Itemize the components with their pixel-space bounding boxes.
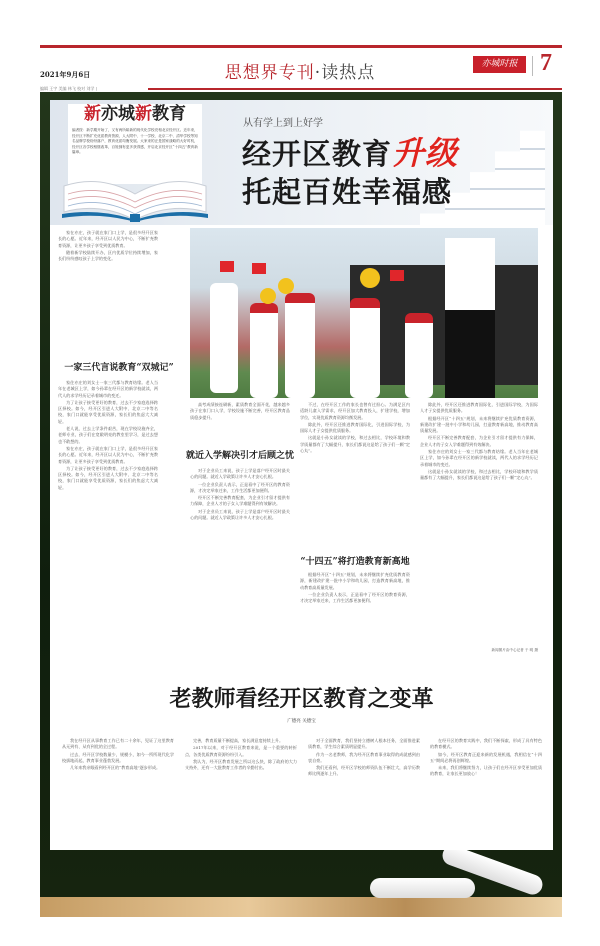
paragraph: 家住亦庄的刘女士一家三代都与教育结缘。老人当年在老城区上学，如今孙辈在经开区的新学校就读，两代人的求学经历记录着城市的变迁。 xyxy=(58,380,158,398)
column-name xyxy=(70,104,200,124)
sun-prop-icon xyxy=(278,278,294,294)
paragraph: 老人说，过去上学条件艰苦，现在学校设施齐全，老师专业，孩子们在宽敞明亮的教室里学习，是过去想也不敢想的。 xyxy=(58,426,158,444)
section-title xyxy=(190,58,410,83)
child-figure xyxy=(405,313,433,398)
paragraph: 这就是小孙女就读的学校，和过去相比，学校环境和教学质量都有了大幅提升，家长们都说这是给了孩子们一颗“定心丸”。 xyxy=(300,435,410,454)
paragraph: 2017年以来，对于经开区教育来说，是一个重要的转折点，各类优质教育资源纷纷引入。 xyxy=(185,745,297,757)
header-top-rule xyxy=(40,45,562,48)
paragraph: 除此外，经开区还推进教育国际化，引进国际学校，为国际人才子女提供优质服务。 xyxy=(300,421,410,434)
column-name-part: 新 xyxy=(84,104,101,124)
divider xyxy=(532,56,533,76)
article-column xyxy=(185,738,297,843)
chalk-tray xyxy=(40,897,562,917)
page-number: 7 xyxy=(540,50,552,76)
headline-line1: 经开区教育 xyxy=(242,137,393,171)
article-column xyxy=(300,572,410,660)
news-photo xyxy=(190,228,538,398)
paragraph: 一位企业负责人表示，正是看中了经开区的教育资源，才决定举家迁来，工作生活都更加便利。 xyxy=(190,481,290,493)
paragraph: 不过，在经开区工作的家长也曾有过担心。为满足区内适龄儿童入学需求，经开区加大教育投入，扩建学校，增加学位，实现优质教育资源均衡发展。 xyxy=(300,402,410,420)
byline: 广德亮 关德宝 xyxy=(287,719,316,724)
paragraph: 我在经开区从事教育工作已有二十余年，见证了这里教育从无到有、从有到优的全过程。 xyxy=(62,738,174,750)
article-column xyxy=(58,230,158,350)
headline-highlight: 升级 xyxy=(392,134,459,172)
paragraph: 除此外，经开区还推进教育国际化，引进国际学校，为国际人才子女提供优质服务。 xyxy=(420,402,538,414)
teacher-figure xyxy=(445,238,495,398)
photo-credit: 新闻图片由中心记者 于 明 摄 xyxy=(491,648,538,652)
article-column xyxy=(190,468,290,660)
flag-icon xyxy=(252,263,266,274)
paragraph: 作为一名老教师，我为经开区教育事业取得的成就感到由衷自豪。 xyxy=(308,751,420,763)
column-name-part: 亦城 xyxy=(101,104,135,124)
paragraph: 过去，经开区学校数量少，规模小，如今一所所现代化学校拔地而起，教育事业蓬勃发展。 xyxy=(62,751,174,763)
article-column xyxy=(62,738,174,843)
subheading: 就近入学解决引才后顾之忧 xyxy=(185,451,294,461)
sun-prop-icon xyxy=(260,288,276,304)
paragraph: 家在亦庄，孩子就在家门口上学，是很多经开区家长的心愿。近年来，经开区以人民为中心，不断扩充教育资源，让更多孩子享受到优质教育。 xyxy=(58,445,158,464)
section-name: 思想界专刊 xyxy=(224,63,315,83)
paragraph: 根据经开区“十四五”规划，未来将继续扩充优质教育资源，新建改扩建一批中小学和幼儿园，打造教育新高地，推动教育高质量发展。 xyxy=(420,415,538,434)
article-column xyxy=(430,738,542,843)
article-column xyxy=(190,402,290,442)
paragraph: 一位企业负责人表示，正是看中了经开区的教育资源，才决定举家迁来，工作生活都更加便利。 xyxy=(300,591,410,604)
editors-note: 编者按：新学期开始了，又有两所崭新的现代化学校亮相北京经开区。近年来，经开区不断扩充优质教育资源，人大附中、十一学校、北京二中、清华学校等知名品牌学校纷纷落户，教育优质均衡发展。大家来的正是国家战略的大好时机，经开区各学校相继改革，百姓拥有更多获得感，开启北京经开区“十四五”教育新篇章。 xyxy=(72,128,198,155)
child-figure xyxy=(285,293,315,398)
headline-line2: 托起百姓幸福感 xyxy=(242,175,453,209)
subheading: “十四五”将打造教育新高地 xyxy=(300,557,410,567)
child-figure xyxy=(210,283,238,393)
paragraph: 几年来我亲眼看到经开区的“教育高地”逐步形成。 xyxy=(70,765,161,771)
paragraph: 高考成绩接连刷新，素质教育全面开花，越来越多孩子在家门口入学，学校设施不断完善，经开区教育品质稳步提升。 xyxy=(190,402,290,420)
paragraph: 我认为，经开区教育发展之所以这么快，除了政府的大力支持外，还有一大批教育工作者的辛勤付出。 xyxy=(185,758,297,771)
paragraph: 随着新学校陆续开办，区内优质学位持续增加，家长们纷纷感叹孩子上学的变化。 xyxy=(58,249,158,262)
chalk-icon xyxy=(370,878,475,898)
paragraph: 对于企业员工来说，孩子上学是落户经开区时最关心的问题。就近入学政策让许多人才安心扎根。 xyxy=(190,508,290,521)
paragraph: 为了让孩子接受更好的教育，过去不少家庭选择跨区择校。如今，经开区引进人大附中、北京二中等名校，家门口就能享受优质资源，家长们的焦虑大大减轻。 xyxy=(58,465,158,490)
editors-line: 编辑 王宇 美编 林飞 校对 刘学 | xyxy=(40,86,97,91)
paragraph: 经开区不断完善教育配套，为企业引才留才提供有力保障，企业人才的子女入学难题得到有效解决。 xyxy=(190,495,290,507)
paragraph: 完善，教育质量不断提高，家长满意度持续上升。 xyxy=(193,738,284,743)
column-name-part: 教育 xyxy=(152,104,186,124)
paragraph: 根据经开区“十四五”规划，未来将继续扩充优质教育资源，新建改扩建一批中小学和幼儿园，打造教育新高地，推动教育高质量发展。 xyxy=(300,572,410,590)
subheading: 一家三代言说教育“双城记” xyxy=(64,363,174,373)
article-column xyxy=(308,738,420,843)
article-column xyxy=(58,380,158,660)
paragraph: 未来，我们将继续努力，让孩子们在经开区享受更加优质的教育，让家长更加放心！ xyxy=(430,765,542,777)
paragraph: 家在亦庄，孩子就在家门口上学，是很多经开区家长的心愿。近年来，经开区以人民为中心，不断扩充教育资源，让更多孩子享受到优质教育。 xyxy=(58,230,158,248)
article-column xyxy=(300,402,410,552)
paragraph: 这就是小孙女就读的学校，和过去相比，学校环境和教学质量都有了大幅提升，家长们都说这是给了孩子们一颗“定心丸”。 xyxy=(420,468,538,481)
main-headline xyxy=(242,134,458,211)
sun-prop-icon xyxy=(360,268,380,288)
paragraph: 对于全面教育，我们坚持立德树人根本任务，全面推进素质教育，学生综合素质明显提升。 xyxy=(308,738,420,750)
child-figure xyxy=(350,298,380,398)
paragraph: 家住亦庄的刘女士一家三代都与教育结缘。老人当年在老城区上学，如今孙辈在经开区的新学校就读，两代人的求学经历记录着城市的变迁。 xyxy=(420,449,538,467)
child-figure xyxy=(250,303,278,398)
paragraph: 我们还看到，经开区学校的师资队伍不断壮大，高学历教师比例逐年上升。 xyxy=(308,765,420,777)
kicker: 从有学上到上好学 xyxy=(243,118,323,129)
paragraph: 对于企业员工来说，孩子上学是落户经开区时最关心的问题。就近入学政策让许多人才安心扎根。 xyxy=(190,468,290,480)
paragraph: 为了让孩子接受更好的教育，过去不少家庭选择跨区择校。如今，经开区引进人大附中、北京二中等名校，家门口就能享受优质资源，家长们的焦虑大大减轻。 xyxy=(58,399,158,424)
paragraph: 在经开区的教育实践中，我们不断探索，形成了具有特色的教育模式。 xyxy=(430,738,542,750)
issue-date: 2021年9月6日 xyxy=(40,70,91,79)
header-sub-rule xyxy=(148,88,562,90)
flag-icon xyxy=(390,270,404,281)
paragraph: 经开区不断完善教育配套，为企业引才留才提供有力保障，企业人才的子女入学难题得到有效解决。 xyxy=(420,435,538,447)
paragraph: 如今，经开区教育正迎来新的发展机遇，我相信在“十四五”期间必将再创辉煌。 xyxy=(430,751,542,763)
secondary-headline: 老教师看经开区教育之变革 xyxy=(169,687,434,712)
newspaper-logo: 亦城时报 xyxy=(473,56,526,73)
column-name-part: 新 xyxy=(135,104,152,124)
article-column xyxy=(420,402,538,642)
flag-icon xyxy=(220,261,234,272)
section-sub: ·读热点 xyxy=(314,63,376,83)
